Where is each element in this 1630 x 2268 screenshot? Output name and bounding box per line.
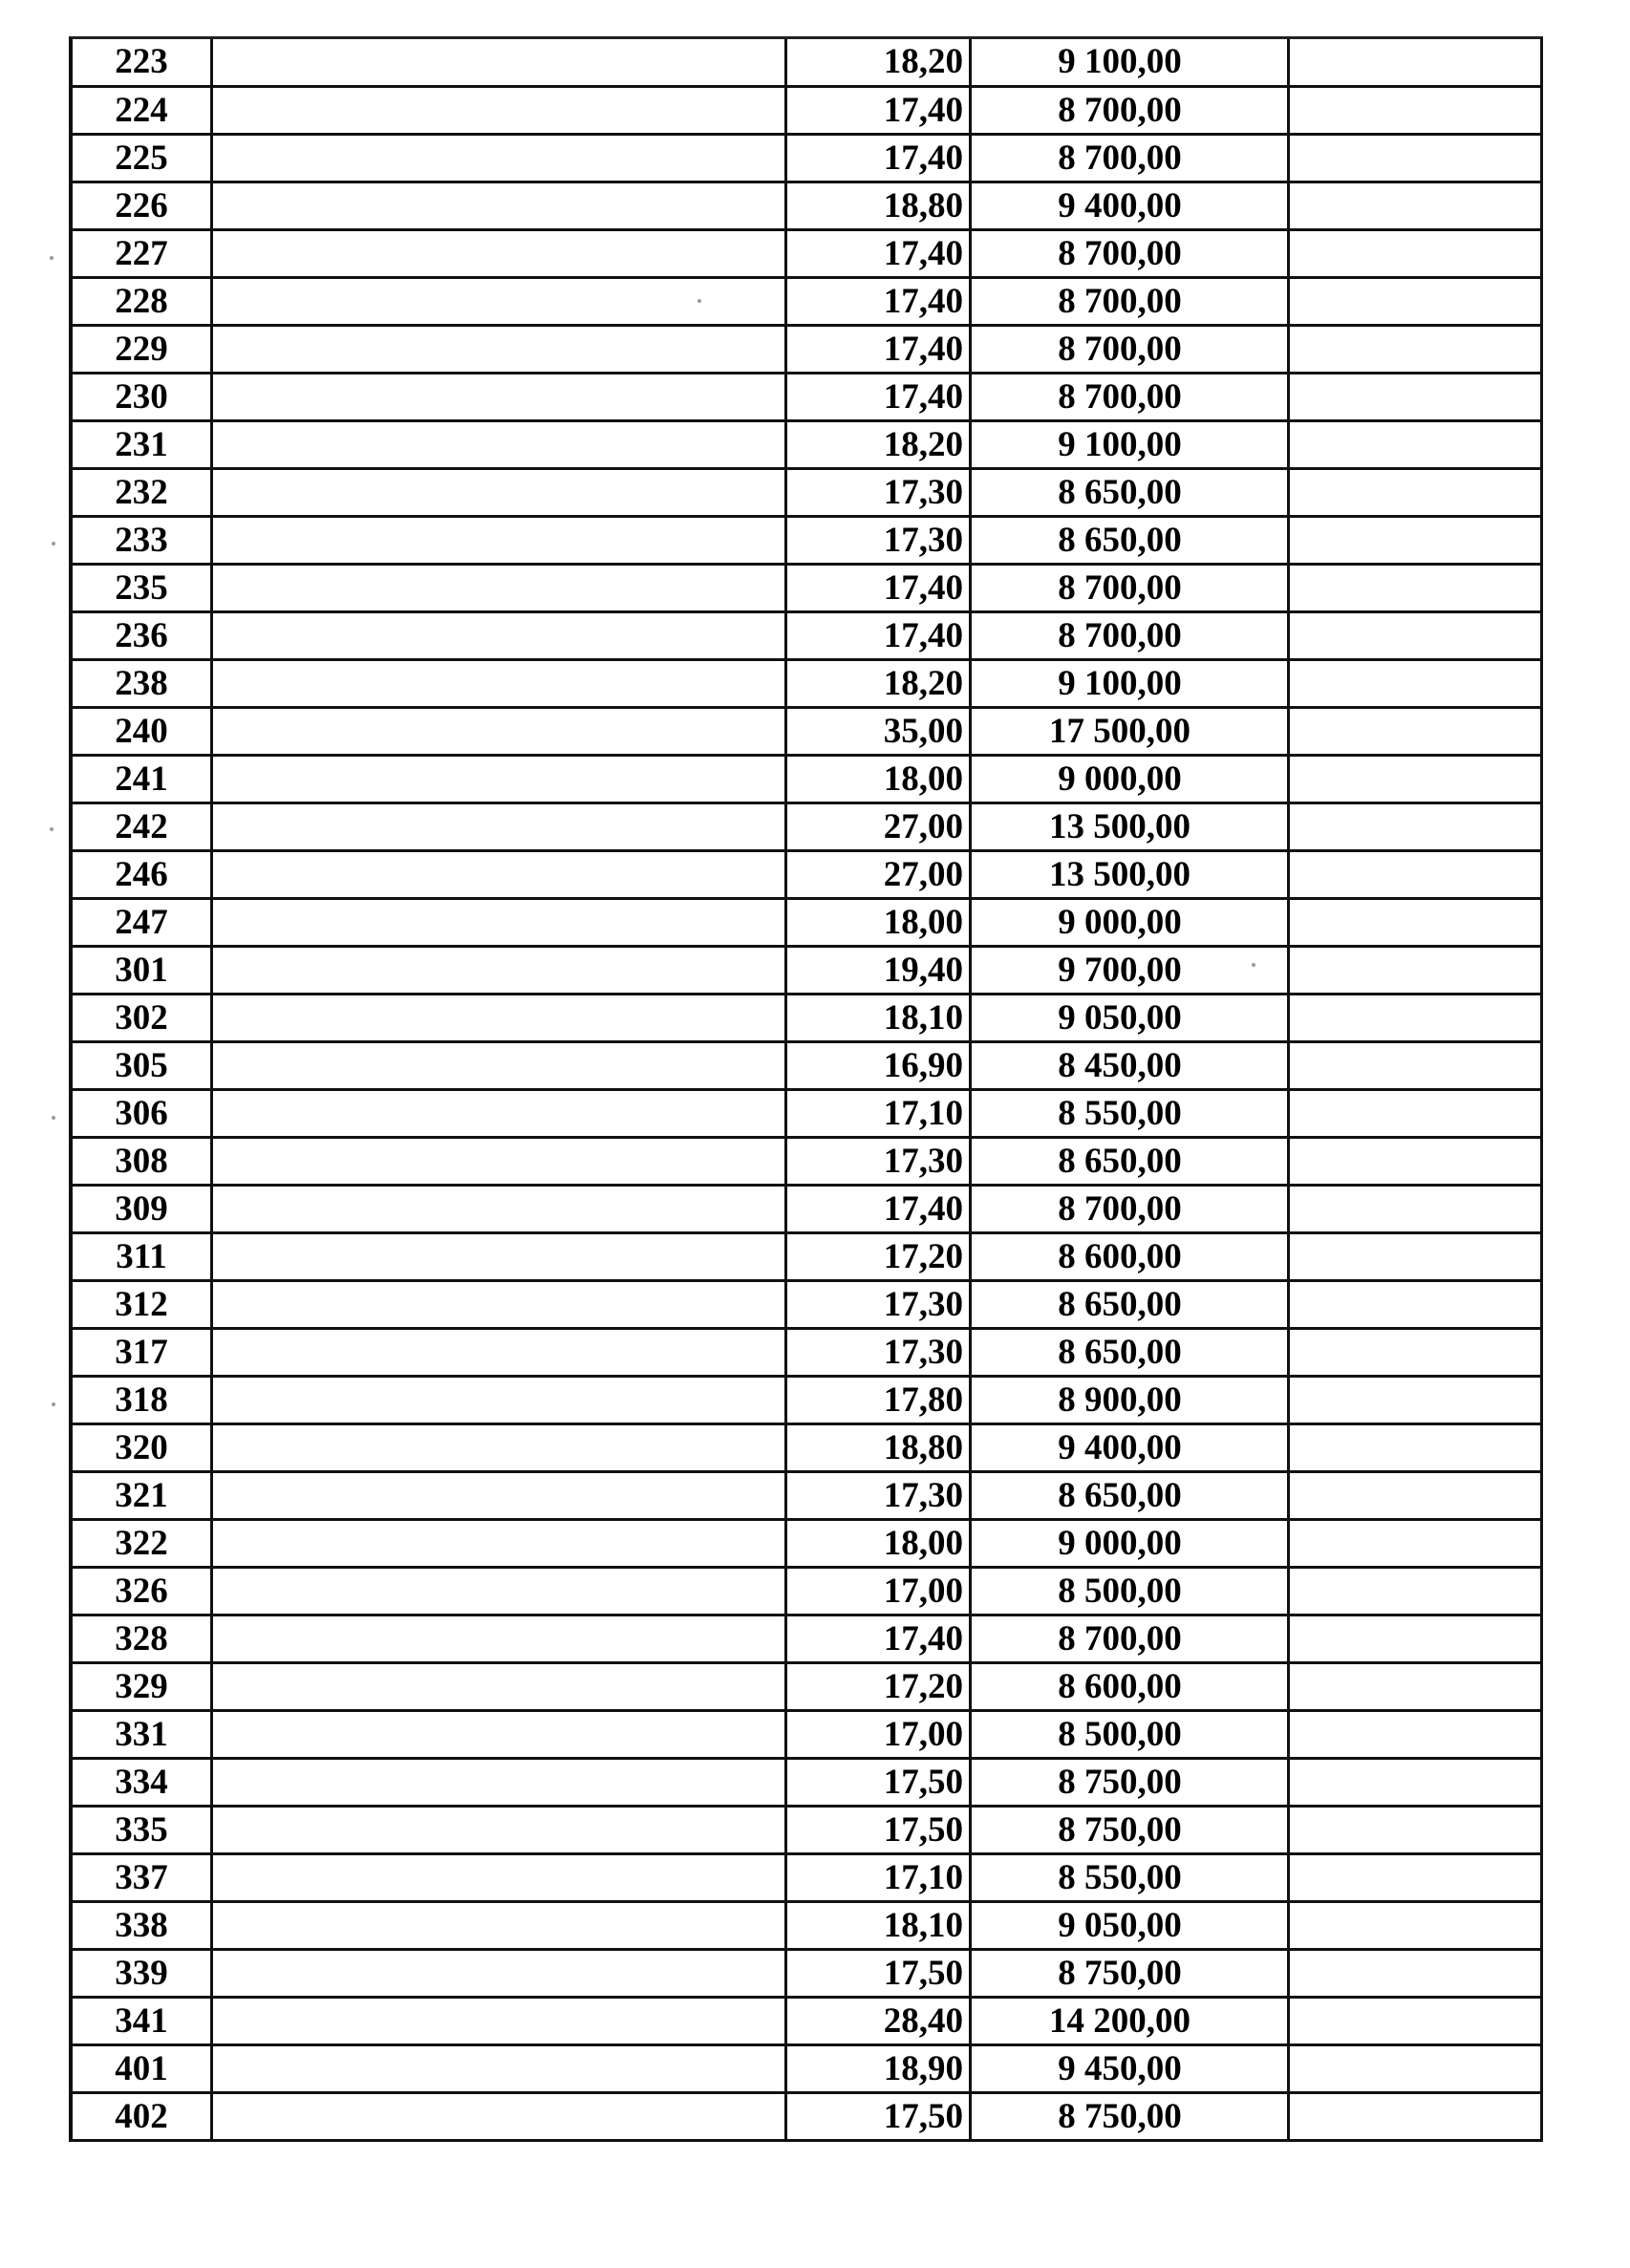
area-cell: 17,30 <box>787 1473 972 1518</box>
note-cell <box>1290 661 1540 706</box>
area-cell: 17,50 <box>787 1808 972 1852</box>
name-cell <box>213 1473 787 1518</box>
note-cell <box>1290 518 1540 563</box>
amount-cell: 8 550,00 <box>972 1855 1290 1900</box>
name-cell <box>213 231 787 276</box>
area-cell: 18,10 <box>787 995 972 1040</box>
note-cell <box>1290 900 1540 945</box>
table-row <box>73 39 1540 88</box>
table-row <box>73 1712 1540 1760</box>
name-cell <box>213 2094 787 2139</box>
amount-cell: 9 000,00 <box>972 757 1290 802</box>
note-cell <box>1290 1282 1540 1327</box>
name-cell <box>213 804 787 849</box>
amount-cell: 8 500,00 <box>972 1712 1290 1757</box>
name-cell <box>213 1187 787 1231</box>
room-number-cell: 309 <box>73 1187 213 1231</box>
table-row <box>73 1808 1540 1855</box>
area-cell: 18,10 <box>787 1903 972 1948</box>
table-row <box>73 804 1540 852</box>
note-cell <box>1290 1760 1540 1805</box>
table-row <box>73 1378 1540 1425</box>
amount-cell: 8 700,00 <box>972 231 1290 276</box>
area-cell: 17,30 <box>787 470 972 515</box>
room-number-cell: 306 <box>73 1091 213 1136</box>
area-cell: 17,00 <box>787 1569 972 1614</box>
note-cell <box>1290 757 1540 802</box>
room-number-cell: 235 <box>73 566 213 610</box>
name-cell <box>213 374 787 419</box>
amount-cell: 13 500,00 <box>972 804 1290 849</box>
note-cell <box>1290 1234 1540 1279</box>
room-number-cell: 320 <box>73 1425 213 1470</box>
amount-cell: 8 700,00 <box>972 1187 1290 1231</box>
scan-speck <box>1252 963 1255 967</box>
note-cell <box>1290 1091 1540 1136</box>
table-row <box>73 948 1540 995</box>
note-cell <box>1290 279 1540 324</box>
rooms-table <box>69 36 1543 2142</box>
room-number-cell: 335 <box>73 1808 213 1852</box>
amount-cell: 13 500,00 <box>972 852 1290 897</box>
note-cell <box>1290 1043 1540 1088</box>
name-cell <box>213 613 787 658</box>
note-cell <box>1290 1187 1540 1231</box>
table-row <box>73 518 1540 566</box>
room-number-cell: 308 <box>73 1139 213 1184</box>
name-cell <box>213 518 787 563</box>
amount-cell: 8 650,00 <box>972 518 1290 563</box>
name-cell <box>213 1091 787 1136</box>
amount-cell: 8 750,00 <box>972 1808 1290 1852</box>
amount-cell: 8 700,00 <box>972 1616 1290 1661</box>
room-number-cell: 338 <box>73 1903 213 1948</box>
room-number-cell: 247 <box>73 900 213 945</box>
room-number-cell: 402 <box>73 2094 213 2139</box>
table-row <box>73 661 1540 709</box>
amount-cell: 8 700,00 <box>972 613 1290 658</box>
name-cell <box>213 1569 787 1614</box>
note-cell <box>1290 1855 1540 1900</box>
area-cell: 18,00 <box>787 757 972 802</box>
amount-cell: 8 600,00 <box>972 1664 1290 1709</box>
area-cell: 17,50 <box>787 1951 972 1996</box>
room-number-cell: 326 <box>73 1569 213 1614</box>
table-row <box>73 88 1540 136</box>
name-cell <box>213 1425 787 1470</box>
area-cell: 18,80 <box>787 183 972 228</box>
table-row <box>73 327 1540 374</box>
amount-cell: 8 900,00 <box>972 1378 1290 1423</box>
table-row <box>73 1043 1540 1091</box>
room-number-cell: 230 <box>73 374 213 419</box>
area-cell: 17,40 <box>787 88 972 133</box>
room-number-cell: 334 <box>73 1760 213 1805</box>
area-cell: 17,10 <box>787 1091 972 1136</box>
note-cell <box>1290 566 1540 610</box>
name-cell <box>213 183 787 228</box>
name-cell <box>213 1378 787 1423</box>
room-number-cell: 341 <box>73 1999 213 2043</box>
room-number-cell: 401 <box>73 2046 213 2091</box>
table-row <box>73 2094 1540 2142</box>
name-cell <box>213 948 787 993</box>
amount-cell: 14 200,00 <box>972 1999 1290 2043</box>
amount-cell: 8 700,00 <box>972 374 1290 419</box>
table-row <box>73 1855 1540 1903</box>
room-number-cell: 302 <box>73 995 213 1040</box>
amount-cell: 8 700,00 <box>972 327 1290 372</box>
note-cell <box>1290 1616 1540 1661</box>
room-number-cell: 238 <box>73 661 213 706</box>
area-cell: 27,00 <box>787 804 972 849</box>
scan-speck <box>50 256 54 260</box>
amount-cell: 9 000,00 <box>972 900 1290 945</box>
room-number-cell: 328 <box>73 1616 213 1661</box>
table-row <box>73 183 1540 231</box>
note-cell <box>1290 948 1540 993</box>
table-row <box>73 374 1540 422</box>
name-cell <box>213 327 787 372</box>
note-cell <box>1290 1712 1540 1757</box>
table-row <box>73 1903 1540 1951</box>
amount-cell: 8 450,00 <box>972 1043 1290 1088</box>
table-row <box>73 852 1540 900</box>
area-cell: 18,80 <box>787 1425 972 1470</box>
name-cell <box>213 1999 787 2043</box>
area-cell: 17,80 <box>787 1378 972 1423</box>
name-cell <box>213 995 787 1040</box>
table-row <box>73 2046 1540 2094</box>
note-cell <box>1290 1139 1540 1184</box>
name-cell <box>213 1234 787 1279</box>
area-cell: 27,00 <box>787 852 972 897</box>
table-row <box>73 1951 1540 1999</box>
name-cell <box>213 2046 787 2091</box>
area-cell: 28,40 <box>787 1999 972 2043</box>
amount-cell: 8 700,00 <box>972 88 1290 133</box>
room-number-cell: 311 <box>73 1234 213 1279</box>
name-cell <box>213 1712 787 1757</box>
room-number-cell: 322 <box>73 1521 213 1566</box>
name-cell <box>213 1616 787 1661</box>
note-cell <box>1290 231 1540 276</box>
amount-cell: 8 700,00 <box>972 136 1290 181</box>
amount-cell: 9 450,00 <box>972 2046 1290 2091</box>
note-cell <box>1290 327 1540 372</box>
scan-speck <box>52 1402 55 1406</box>
amount-cell: 9 100,00 <box>972 661 1290 706</box>
room-number-cell: 321 <box>73 1473 213 1518</box>
note-cell <box>1290 1425 1540 1470</box>
note-cell <box>1290 422 1540 467</box>
area-cell: 17,20 <box>787 1664 972 1709</box>
scan-speck <box>52 1116 55 1120</box>
amount-cell: 8 650,00 <box>972 1473 1290 1518</box>
table-row <box>73 470 1540 518</box>
area-cell: 17,40 <box>787 279 972 324</box>
name-cell <box>213 136 787 181</box>
note-cell <box>1290 1473 1540 1518</box>
area-cell: 18,90 <box>787 2046 972 2091</box>
name-cell <box>213 661 787 706</box>
note-cell <box>1290 1664 1540 1709</box>
name-cell <box>213 900 787 945</box>
area-cell: 17,10 <box>787 1855 972 1900</box>
table-row <box>73 1425 1540 1473</box>
name-cell <box>213 709 787 754</box>
note-cell <box>1290 613 1540 658</box>
note-cell <box>1290 852 1540 897</box>
name-cell <box>213 1043 787 1088</box>
name-cell <box>213 1139 787 1184</box>
name-cell <box>213 39 787 85</box>
table-row <box>73 1330 1540 1378</box>
table-row <box>73 1473 1540 1521</box>
name-cell <box>213 852 787 897</box>
note-cell <box>1290 88 1540 133</box>
note-cell <box>1290 470 1540 515</box>
room-number-cell: 229 <box>73 327 213 372</box>
name-cell <box>213 1951 787 1996</box>
name-cell <box>213 88 787 133</box>
table-row <box>73 136 1540 183</box>
note-cell <box>1290 1951 1540 1996</box>
area-cell: 16,90 <box>787 1043 972 1088</box>
room-number-cell: 312 <box>73 1282 213 1327</box>
room-number-cell: 225 <box>73 136 213 181</box>
area-cell: 17,40 <box>787 1187 972 1231</box>
table-row <box>73 1760 1540 1808</box>
note-cell <box>1290 183 1540 228</box>
area-cell: 17,50 <box>787 1760 972 1805</box>
note-cell <box>1290 1903 1540 1948</box>
note-cell <box>1290 804 1540 849</box>
area-cell: 17,40 <box>787 566 972 610</box>
note-cell <box>1290 1569 1540 1614</box>
room-number-cell: 339 <box>73 1951 213 1996</box>
area-cell: 17,30 <box>787 1330 972 1375</box>
table-row <box>73 1616 1540 1664</box>
table-row <box>73 1999 1540 2046</box>
table-row <box>73 422 1540 470</box>
area-cell: 18,00 <box>787 1521 972 1566</box>
room-number-cell: 301 <box>73 948 213 993</box>
area-cell: 18,00 <box>787 900 972 945</box>
name-cell <box>213 422 787 467</box>
amount-cell: 9 700,00 <box>972 948 1290 993</box>
room-number-cell: 246 <box>73 852 213 897</box>
amount-cell: 17 500,00 <box>972 709 1290 754</box>
name-cell <box>213 1664 787 1709</box>
note-cell <box>1290 2046 1540 2091</box>
table-row <box>73 1187 1540 1234</box>
room-number-cell: 224 <box>73 88 213 133</box>
name-cell <box>213 1521 787 1566</box>
note-cell <box>1290 709 1540 754</box>
room-number-cell: 227 <box>73 231 213 276</box>
name-cell <box>213 1808 787 1852</box>
note-cell <box>1290 374 1540 419</box>
table-row <box>73 1664 1540 1712</box>
room-number-cell: 228 <box>73 279 213 324</box>
name-cell <box>213 1903 787 1948</box>
area-cell: 17,40 <box>787 136 972 181</box>
room-number-cell: 226 <box>73 183 213 228</box>
table-row <box>73 900 1540 948</box>
room-number-cell: 305 <box>73 1043 213 1088</box>
area-cell: 18,20 <box>787 661 972 706</box>
area-cell: 18,20 <box>787 39 972 85</box>
room-number-cell: 231 <box>73 422 213 467</box>
amount-cell: 9 100,00 <box>972 39 1290 85</box>
table-row <box>73 279 1540 327</box>
room-number-cell: 318 <box>73 1378 213 1423</box>
room-number-cell: 232 <box>73 470 213 515</box>
amount-cell: 8 650,00 <box>972 1330 1290 1375</box>
name-cell <box>213 1855 787 1900</box>
table-row <box>73 757 1540 804</box>
area-cell: 17,40 <box>787 231 972 276</box>
room-number-cell: 337 <box>73 1855 213 1900</box>
amount-cell: 8 700,00 <box>972 279 1290 324</box>
amount-cell: 9 400,00 <box>972 1425 1290 1470</box>
room-number-cell: 329 <box>73 1664 213 1709</box>
amount-cell: 8 650,00 <box>972 1139 1290 1184</box>
area-cell: 18,20 <box>787 422 972 467</box>
name-cell <box>213 1330 787 1375</box>
table-row <box>73 613 1540 661</box>
table-row <box>73 1521 1540 1569</box>
table-row <box>73 566 1540 613</box>
area-cell: 19,40 <box>787 948 972 993</box>
name-cell <box>213 566 787 610</box>
note-cell <box>1290 2094 1540 2139</box>
room-number-cell: 317 <box>73 1330 213 1375</box>
name-cell <box>213 757 787 802</box>
amount-cell: 8 700,00 <box>972 566 1290 610</box>
table-row <box>73 709 1540 757</box>
amount-cell: 8 750,00 <box>972 1760 1290 1805</box>
room-number-cell: 331 <box>73 1712 213 1757</box>
amount-cell: 8 650,00 <box>972 470 1290 515</box>
amount-cell: 8 600,00 <box>972 1234 1290 1279</box>
amount-cell: 9 100,00 <box>972 422 1290 467</box>
note-cell <box>1290 1999 1540 2043</box>
area-cell: 17,40 <box>787 327 972 372</box>
name-cell <box>213 470 787 515</box>
area-cell: 17,30 <box>787 1282 972 1327</box>
area-cell: 17,50 <box>787 2094 972 2139</box>
area-cell: 35,00 <box>787 709 972 754</box>
area-cell: 17,20 <box>787 1234 972 1279</box>
note-cell <box>1290 995 1540 1040</box>
room-number-cell: 240 <box>73 709 213 754</box>
scan-speck <box>50 827 54 831</box>
area-cell: 17,40 <box>787 613 972 658</box>
amount-cell: 9 050,00 <box>972 1903 1290 1948</box>
table-row <box>73 1091 1540 1139</box>
name-cell <box>213 1282 787 1327</box>
room-number-cell: 242 <box>73 804 213 849</box>
table-row <box>73 1234 1540 1282</box>
amount-cell: 8 650,00 <box>972 1282 1290 1327</box>
note-cell <box>1290 1330 1540 1375</box>
room-number-cell: 236 <box>73 613 213 658</box>
table-row <box>73 231 1540 279</box>
area-cell: 17,30 <box>787 518 972 563</box>
room-number-cell: 223 <box>73 39 213 85</box>
table-row <box>73 995 1540 1043</box>
area-cell: 17,40 <box>787 1616 972 1661</box>
area-cell: 17,30 <box>787 1139 972 1184</box>
table-row <box>73 1282 1540 1330</box>
scan-speck <box>697 299 701 303</box>
area-cell: 17,40 <box>787 374 972 419</box>
amount-cell: 8 550,00 <box>972 1091 1290 1136</box>
amount-cell: 8 750,00 <box>972 2094 1290 2139</box>
amount-cell: 9 000,00 <box>972 1521 1290 1566</box>
amount-cell: 9 050,00 <box>972 995 1290 1040</box>
note-cell <box>1290 1378 1540 1423</box>
table-row <box>73 1569 1540 1616</box>
note-cell <box>1290 39 1540 85</box>
scan-speck <box>52 542 55 546</box>
name-cell <box>213 1760 787 1805</box>
amount-cell: 8 500,00 <box>972 1569 1290 1614</box>
amount-cell: 9 400,00 <box>972 183 1290 228</box>
area-cell: 17,00 <box>787 1712 972 1757</box>
note-cell <box>1290 1521 1540 1566</box>
table-row <box>73 1139 1540 1187</box>
amount-cell: 8 750,00 <box>972 1951 1290 1996</box>
note-cell <box>1290 1808 1540 1852</box>
room-number-cell: 241 <box>73 757 213 802</box>
note-cell <box>1290 136 1540 181</box>
room-number-cell: 233 <box>73 518 213 563</box>
